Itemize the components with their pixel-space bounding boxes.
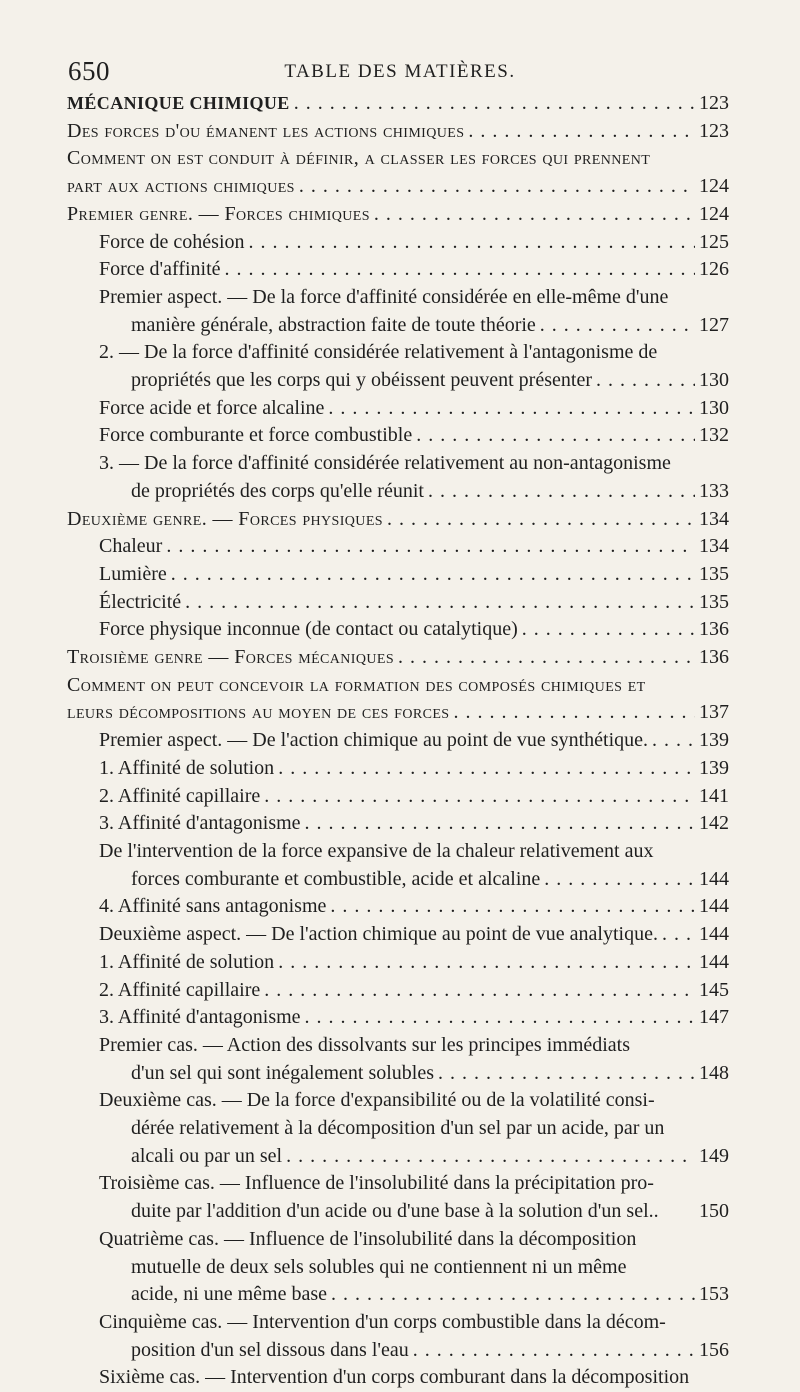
dot-leader	[540, 312, 695, 340]
toc-entry-line: 3. — De la force d'affinité considérée relativement au non-antagonisme	[99, 452, 671, 475]
dot-leader	[278, 949, 695, 977]
toc-entry	[67, 284, 729, 339]
dot-leader	[299, 173, 695, 201]
dot-leader	[522, 616, 695, 644]
toc-entry	[67, 395, 729, 423]
toc-entry	[67, 450, 729, 505]
dot-leader	[596, 367, 695, 395]
dot-leader	[249, 229, 695, 257]
dot-leader	[416, 422, 695, 450]
toc-entry-label: d'un sel qui sont inégalement solubles	[131, 1061, 435, 1084]
toc-entry-label: 3. Affinité d'antagonisme	[99, 812, 301, 835]
page-number: 650	[68, 56, 110, 86]
toc-entry-line: mutuelle de deux sels solubles qui ne contiennent ni un même	[131, 1255, 627, 1278]
toc-entry-line: Comment on peut concevoir la formation des composés chimiques et	[67, 673, 646, 696]
toc-entry	[67, 893, 729, 921]
dot-leader	[286, 1143, 695, 1171]
toc-entry-line: 2. — De la force d'affinité considérée relativement à l'antagonisme de	[99, 341, 658, 364]
toc-entry-label: Électricité	[99, 590, 182, 613]
dot-leader	[544, 866, 695, 894]
toc-entry-page: 137	[699, 701, 729, 724]
toc-entry-label: de propriétés des corps qu'elle réunit	[131, 479, 424, 502]
toc-entry	[67, 589, 729, 617]
toc-entry	[67, 339, 729, 394]
dot-leader	[428, 478, 695, 506]
toc-entry	[67, 810, 729, 838]
toc-entry-page: 144	[699, 950, 729, 973]
toc-entry	[67, 755, 729, 783]
dot-leader	[328, 395, 695, 423]
toc-entry-label: Premier genre. — Forces chimiques	[67, 202, 370, 225]
toc-entry-page: 144	[699, 923, 729, 946]
toc-entry-label: propriétés que les corps qui y obéissent peuvent présenter	[131, 369, 592, 392]
toc-entry-page: 134	[699, 535, 729, 558]
toc-entry-page: 133	[699, 479, 729, 502]
toc-entry-page: 156	[699, 1338, 729, 1361]
toc-entry-page: 136	[699, 618, 729, 641]
toc-entry-label: MÉCANIQUE CHIMIQUE	[67, 93, 290, 113]
page-header	[0, 56, 800, 86]
toc-entry-page: 145	[699, 978, 729, 1001]
dot-leader	[294, 90, 695, 118]
toc-entry-line: De l'intervention de la force expansive de la chaleur relativement aux	[99, 839, 654, 862]
toc-entry	[67, 1170, 729, 1225]
toc-entry-label: Premier aspect. — De l'action chimique au point de vue synthétique.	[99, 729, 649, 752]
toc-entry	[67, 672, 729, 727]
toc-entry-page: 130	[699, 396, 729, 419]
toc-entry-page: 144	[699, 867, 729, 890]
dot-leader	[264, 977, 695, 1005]
toc-entry-label: 2. Affinité capillaire	[99, 784, 261, 807]
dot-leader	[171, 561, 695, 589]
toc-entry-page: 149	[699, 1144, 729, 1167]
dot-leader	[413, 1337, 695, 1365]
toc-entry	[67, 256, 729, 284]
toc-entry-label: manière générale, abstraction faite de toute théorie	[131, 313, 536, 336]
toc-entry-page: 132	[699, 424, 729, 447]
toc-entry	[67, 561, 729, 589]
toc-entry-label: part aux actions chimiques	[67, 175, 295, 198]
dot-leader	[438, 1060, 695, 1088]
dot-leader	[662, 921, 695, 949]
toc-entry	[67, 1364, 729, 1392]
running-title: TABLE DES MATIÈRES.	[284, 61, 516, 82]
toc-entry-page: 126	[699, 258, 729, 281]
toc-entry-line: dérée relativement à la décomposition d'un sel par un acide, par un	[131, 1117, 665, 1140]
dot-leader	[374, 201, 695, 229]
toc-entry-page: 123	[699, 119, 729, 142]
toc-entry	[67, 949, 729, 977]
toc-entry-line: Troisième cas. — Influence de l'insolubilité dans la précipitation pro-	[99, 1172, 654, 1195]
toc-entry	[67, 977, 729, 1005]
dot-leader	[225, 256, 695, 284]
toc-entry	[67, 1004, 729, 1032]
toc-entry	[67, 783, 729, 811]
dot-leader	[331, 1281, 695, 1309]
toc-entry	[67, 145, 729, 200]
table-of-contents	[67, 90, 729, 1392]
toc-entry-label: forces comburante et combustible, acide et alcaline	[131, 867, 541, 890]
toc-entry	[67, 506, 729, 534]
toc-entry-line: Cinquième cas. — Intervention d'un corps combustible dans la décom-	[99, 1310, 666, 1333]
toc-entry-page: 139	[699, 756, 729, 779]
toc-entry-page: 125	[699, 230, 729, 253]
toc-entry	[67, 422, 729, 450]
toc-entry	[67, 727, 729, 755]
toc-entry-line: Deuxième cas. — De la force d'expansibilité ou de la volatilité consi-	[99, 1089, 655, 1112]
dot-leader	[305, 810, 695, 838]
toc-entry-label: acide, ni une même base	[131, 1283, 328, 1306]
toc-entry-line: Premier aspect. — De la force d'affinité considérée en elle-même d'une	[99, 285, 669, 308]
toc-entry-page: 135	[699, 590, 729, 613]
toc-entry-page: 144	[699, 895, 729, 918]
toc-entry-line: Premier cas. — Action des dissolvants sur les principes immédiats	[99, 1033, 631, 1056]
toc-entry-label: leurs décompositions au moyen de ces forces	[67, 701, 450, 724]
toc-entry-label: 2. Affinité capillaire	[99, 978, 261, 1001]
toc-entry	[67, 1087, 729, 1170]
toc-entry-page: 134	[699, 507, 729, 530]
toc-entry	[67, 616, 729, 644]
toc-entry-label: Des forces d'ou émanent les actions chimiques	[67, 119, 465, 142]
toc-entry-label: Chaleur	[99, 535, 163, 558]
toc-entry	[67, 838, 729, 893]
toc-entry-page: 127	[699, 313, 729, 336]
toc-entry-label: Troisième genre — Forces mécaniques	[67, 646, 395, 669]
toc-entry	[67, 229, 729, 257]
toc-entry-label: position d'un sel dissous dans l'eau	[131, 1338, 409, 1361]
dot-leader	[387, 506, 695, 534]
dot-leader	[185, 589, 695, 617]
toc-entry-label: alcali ou par un sel	[131, 1144, 283, 1167]
toc-entry-line: Comment on est conduit à définir, a classer les forces qui prennent	[67, 147, 651, 170]
toc-entry-label: 3. Affinité d'antagonisme	[99, 1006, 301, 1029]
toc-entry-label: Force physique inconnue (de contact ou catalytique)	[99, 618, 518, 641]
toc-entry	[67, 1309, 729, 1364]
toc-entry-label: 4. Affinité sans antagonisme	[99, 895, 327, 918]
toc-entry-page: 141	[699, 784, 729, 807]
toc-entry-page: 147	[699, 1006, 729, 1029]
toc-entry-label: Force acide et force alcaline	[99, 396, 325, 419]
toc-entry-label: Deuxième genre. — Forces physiques	[67, 507, 383, 530]
toc-entry-page: 148	[699, 1061, 729, 1084]
toc-entry-label: Lumière	[99, 562, 167, 585]
toc-entry-label: Sixième cas. — Intervention d'un corps comburant dans la décomposition	[99, 1366, 690, 1389]
toc-entry-label: Force d'affinité	[99, 258, 221, 281]
toc-entry	[67, 201, 729, 229]
toc-entry	[67, 533, 729, 561]
toc-entry-page: 150	[699, 1200, 729, 1223]
toc-entry-page: 130	[699, 369, 729, 392]
toc-entry-page: 135	[699, 562, 729, 585]
dot-leader	[166, 533, 695, 561]
toc-entry-page: 136	[699, 646, 729, 669]
toc-entry-page: 124	[699, 175, 729, 198]
toc-entry	[67, 921, 729, 949]
toc-entry-page: 142	[699, 812, 729, 835]
toc-entry	[67, 1032, 729, 1087]
toc-entry-label: Force comburante et force combustible	[99, 424, 413, 447]
dot-leader	[305, 1004, 695, 1032]
toc-entry-page: 153	[699, 1283, 729, 1306]
toc-entry-line: Quatrième cas. — Influence de l'insolubilité dans la décomposition	[99, 1227, 637, 1250]
toc-entry	[67, 90, 729, 118]
dot-leader	[278, 755, 695, 783]
dot-leader	[330, 893, 695, 921]
toc-entry-label: duite par l'addition d'un acide ou d'une base à la solution d'un sel..	[131, 1200, 659, 1223]
dot-leader	[652, 727, 695, 755]
dot-leader	[468, 118, 695, 146]
toc-entry-page: 123	[699, 92, 729, 114]
toc-entry	[67, 644, 729, 672]
toc-entry-label: Force de cohésion	[99, 230, 245, 253]
dot-leader	[264, 783, 695, 811]
toc-entry-label: 1. Affinité de solution	[99, 950, 275, 973]
toc-entry-page: 139	[699, 729, 729, 752]
dot-leader	[453, 699, 695, 727]
toc-entry-label: Deuxième aspect. — De l'action chimique au point de vue analytique.	[99, 923, 658, 946]
toc-entry-label: 1. Affinité de solution	[99, 756, 275, 779]
toc-entry-page: 124	[699, 202, 729, 225]
toc-entry	[67, 1226, 729, 1309]
dot-leader	[398, 644, 695, 672]
toc-entry	[67, 118, 729, 146]
